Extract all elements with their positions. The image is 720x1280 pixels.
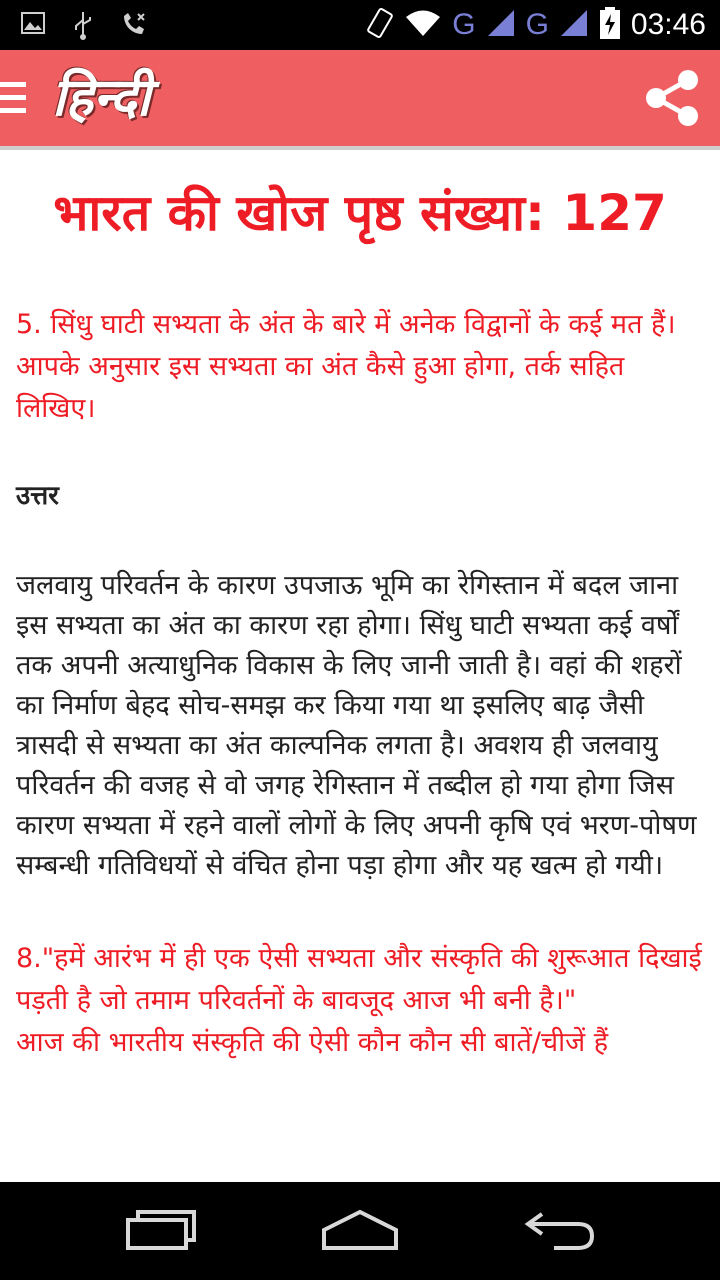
network-type-label-2: G <box>525 8 549 41</box>
home-button[interactable] <box>320 1206 400 1258</box>
recent-apps-button[interactable] <box>124 1206 200 1258</box>
wifi-icon <box>404 8 442 42</box>
usb-icon <box>72 10 94 44</box>
signal-icon-2 <box>559 8 589 42</box>
answer-text: जलवायु परिवर्तन के कारण उपजाऊ भूमि का रेगिस्तान में बदल जाना इस सभ्यता का अंत का कारण रहा होगा। सिंधु घाटी सभ्यता कई वर्षों तक अपनी अत्याधुनिक विकास के लिए जानी जाती है। वहां की शहरों का निर्माण बेहद सोच-समझ कर किया गया था इसलिए बाढ़ जैसी त्रासदी से सभ्यता का अंत काल्पनिक लगता है। अवशय ही जलवायु परिवर्तन की वजह से वो जगह रेगिस्तान में तब्दील हो गया होगा जिस कारण सभ्यता में रहने वालों लोगों के लिए अपनी कृषि एवं भरण-पोषण सम्बन्धी गतिविधयों से वंचित होना पड़ा होगा और यह खत्म हो गयी। <box>16 570 697 881</box>
hamburger-menu-icon[interactable] <box>0 82 26 116</box>
answer-heading: उत्तर <box>16 481 59 511</box>
question-text-2: 8."हमें आरंभ में ही एक ऐसी सभ्यता और संस्कृति की शुरूआत दिखाई पड़ती है जो तमाम परिवर्तनों के बावजूद आज भी बनी है।" <box>16 943 702 1016</box>
back-button[interactable] <box>524 1206 596 1258</box>
question-text-3: आज की भारतीय संस्कृति की ऐसी कौन कौन सी बातें/चीजें हैं <box>16 1027 609 1058</box>
network-type-label: G <box>452 8 476 41</box>
question-text: 5. सिंधु घाटी सभ्यता के अंत के बारे में अनेक विद्वानों के कई मत हैं। आपके अनुसार इस सभ्यता का अंत कैसे हुआ होगा, तर्क सहित लिखिए। <box>16 309 676 424</box>
home-icon <box>320 1206 400 1254</box>
missed-call-icon <box>120 10 150 44</box>
app-bar <box>0 50 720 146</box>
battery-charging-icon <box>599 6 621 44</box>
back-icon <box>524 1206 596 1254</box>
share-button[interactable] <box>636 62 708 134</box>
content-scroll-area[interactable] <box>0 150 720 1182</box>
status-bar <box>0 0 720 50</box>
navigation-bar <box>0 1182 720 1280</box>
page-title: भारत की खोज पृष्ठ संख्या: 127 <box>53 184 667 242</box>
vibrate-icon <box>364 6 394 44</box>
clock: 03:46 <box>630 8 706 41</box>
recent-apps-icon <box>124 1206 200 1254</box>
share-icon <box>636 62 708 134</box>
image-icon <box>20 10 46 44</box>
signal-icon <box>486 8 516 42</box>
app-title: हिन्दी <box>52 67 151 128</box>
